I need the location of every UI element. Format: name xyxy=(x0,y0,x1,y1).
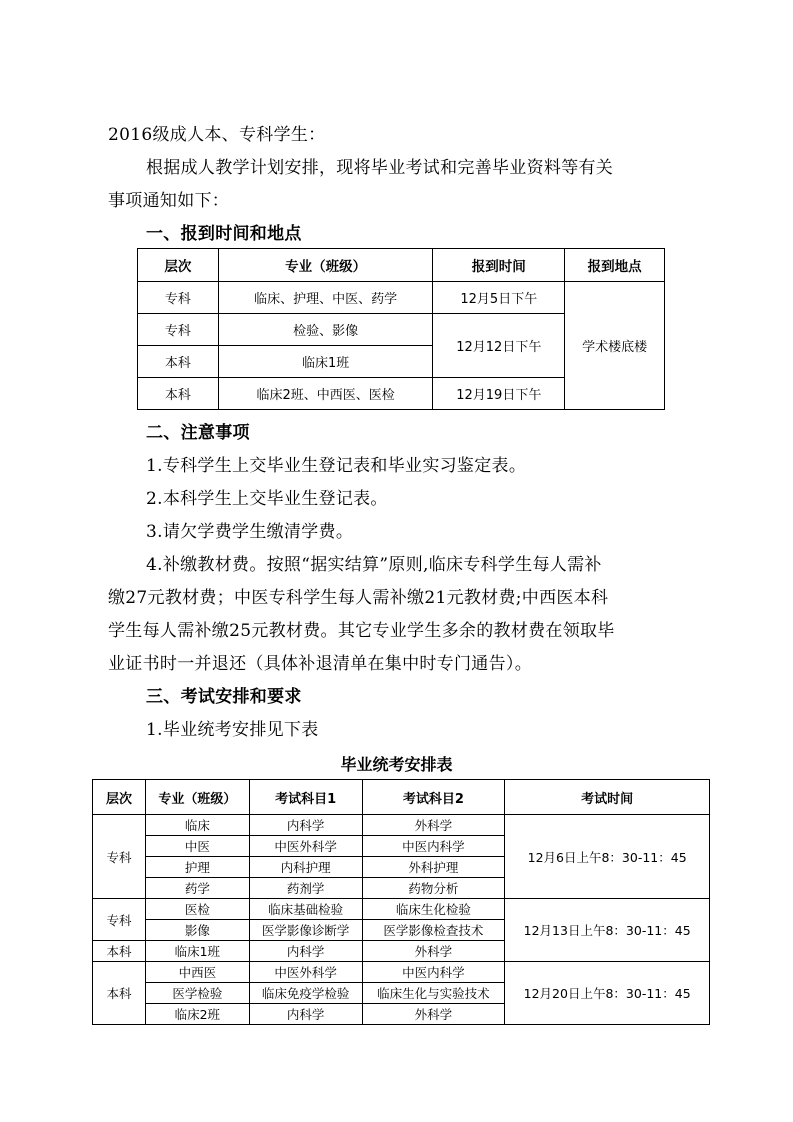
exam-time-cell: 12月13日上午8：30-11：45 xyxy=(505,899,710,962)
level-cell: 本科 xyxy=(138,378,219,410)
level-cell: 专科 xyxy=(138,314,219,346)
major-cell: 临床1班 xyxy=(145,941,249,962)
major-cell: 护理 xyxy=(145,857,249,878)
subject2-cell: 外科学 xyxy=(362,1004,505,1025)
header-level: 层次 xyxy=(138,249,219,282)
level-cell: 本科 xyxy=(93,941,146,962)
exam-item-1: 1.毕业统考安排见下表 xyxy=(146,720,319,740)
subject1-cell: 临床免疫学检验 xyxy=(249,983,362,1004)
major-cell: 药学 xyxy=(145,878,249,899)
table-header-row xyxy=(93,780,710,815)
header-level: 层次 xyxy=(93,780,146,815)
registration-table xyxy=(137,248,665,410)
subject1-cell: 中医外科学 xyxy=(249,836,362,857)
subject1-cell: 内科学 xyxy=(249,815,362,836)
level-cell: 专科 xyxy=(93,815,146,899)
section2-heading: 二、注意事项 xyxy=(146,423,250,443)
major-cell: 医检 xyxy=(145,899,249,920)
major-cell: 医学检验 xyxy=(145,983,249,1004)
subject1-cell: 中医外科学 xyxy=(249,962,362,983)
section3-heading: 三、考试安排和要求 xyxy=(146,687,302,707)
header-major: 专业（班级） xyxy=(145,780,249,815)
major-cell: 临床2班、中西医、医检 xyxy=(218,378,433,410)
subject2-cell: 中医内科学 xyxy=(362,836,505,857)
intro-paragraph-line-2: 事项通知如下： xyxy=(108,191,230,211)
header-exam-time: 考试时间 xyxy=(505,780,710,815)
notice-item-2: 2.本科学生上交毕业生登记表。 xyxy=(146,489,388,509)
major-cell: 临床 xyxy=(145,815,249,836)
time-cell: 12月12日下午 xyxy=(433,314,565,378)
time-cell: 12月5日下午 xyxy=(433,282,565,314)
subject1-cell: 内科学 xyxy=(249,1004,362,1025)
header-subject-2: 考试科目2 xyxy=(362,780,505,815)
header-subject-1: 考试科目1 xyxy=(249,780,362,815)
notice-item-4-line-2: 缴27元教材费；中医专科学生每人需补缴21元教材费;中西医本科 xyxy=(108,588,609,608)
subject1-cell: 医学影像诊断学 xyxy=(249,920,362,941)
table-row xyxy=(138,282,665,314)
subject2-cell: 外科学 xyxy=(362,941,505,962)
major-cell: 中医 xyxy=(145,836,249,857)
notice-item-4-line-3: 学生每人需补缴25元教材费。其它专业学生多余的教材费在领取毕 xyxy=(108,621,615,641)
subject1-cell: 内科护理 xyxy=(249,857,362,878)
subject2-cell: 药物分析 xyxy=(362,878,505,899)
notice-item-4-line-1: 4.补缴教材费。按照“据实结算”原则,临床专科学生每人需补 xyxy=(146,555,602,575)
subject2-cell: 中医内科学 xyxy=(362,962,505,983)
subject2-cell: 外科学 xyxy=(362,815,505,836)
header-major: 专业（班级） xyxy=(218,249,433,282)
notice-item-3: 3.请欠学费学生缴清学费。 xyxy=(146,522,354,542)
exam-time-cell: 12月20日上午8：30-11：45 xyxy=(505,962,710,1025)
major-cell: 中西医 xyxy=(145,962,249,983)
section1-heading: 一、报到时间和地点 xyxy=(146,224,302,244)
header-location: 报到地点 xyxy=(565,249,665,282)
subject2-cell: 外科护理 xyxy=(362,857,505,878)
level-cell: 专科 xyxy=(138,282,219,314)
table-row xyxy=(93,899,710,920)
level-cell: 本科 xyxy=(93,962,146,1025)
intro-paragraph-line-1: 根据成人教学计划安排，现将毕业考试和完善毕业资料等有关 xyxy=(146,158,614,178)
subject2-cell: 临床生化检验 xyxy=(362,899,505,920)
salutation: 2016级成人本、专科学生： xyxy=(108,125,326,145)
level-cell: 专科 xyxy=(93,899,146,941)
subject2-cell: 医学影像检查技术 xyxy=(362,920,505,941)
major-cell: 临床2班 xyxy=(145,1004,249,1025)
subject1-cell: 内科学 xyxy=(249,941,362,962)
notice-item-4-line-4: 业证书时一并退还（具体补退清单在集中时专门通告）。 xyxy=(108,654,532,674)
location-cell: 学术楼底楼 xyxy=(565,282,665,410)
exam-schedule-table xyxy=(92,779,710,1025)
level-cell: 本科 xyxy=(138,346,219,378)
exam-time-cell: 12月6日上午8：30-11：45 xyxy=(505,815,710,899)
notice-item-1: 1.专科学生上交毕业生登记表和毕业实习鉴定表。 xyxy=(146,456,527,476)
subject1-cell: 临床基础检验 xyxy=(249,899,362,920)
table-header-row xyxy=(138,249,665,282)
major-cell: 影像 xyxy=(145,920,249,941)
major-cell: 临床、护理、中医、药学 xyxy=(218,282,433,314)
exam-table-title: 毕业统考安排表 xyxy=(340,755,453,774)
table-row xyxy=(93,815,710,836)
table-row xyxy=(93,962,710,983)
subject2-cell: 临床生化与实验技术 xyxy=(362,983,505,1004)
major-cell: 临床1班 xyxy=(218,346,433,378)
time-cell: 12月19日下午 xyxy=(433,378,565,410)
subject1-cell: 药剂学 xyxy=(249,878,362,899)
header-time: 报到时间 xyxy=(433,249,565,282)
major-cell: 检验、影像 xyxy=(218,314,433,346)
